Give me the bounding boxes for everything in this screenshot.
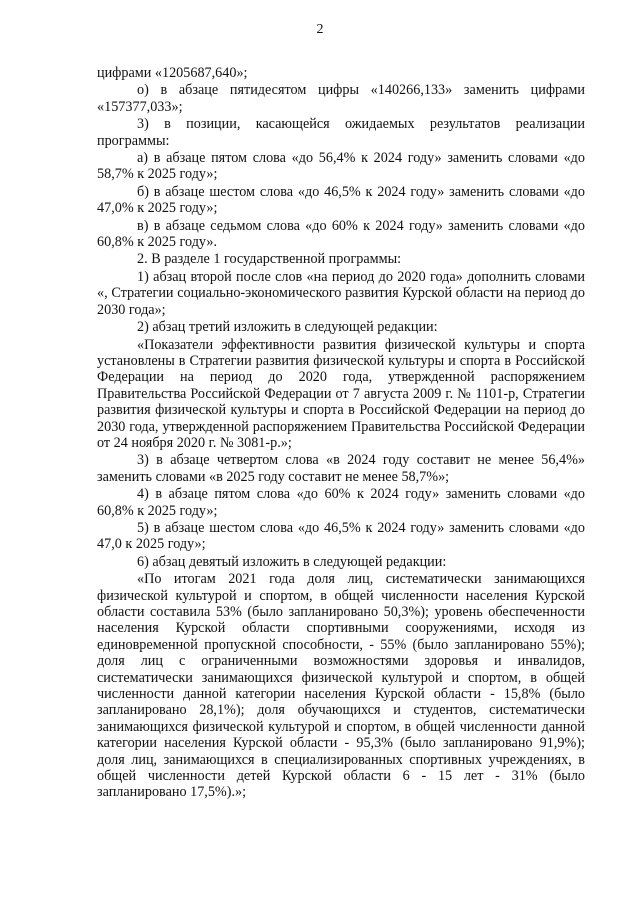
paragraph: 3) в абзаце четвертом слова «в 2024 году составит не менее 56,4%» заменить словами «в 2025 году составит не менее 58,7%»; — [97, 452, 585, 485]
paragraph: в) в абзаце седьмом слова «до 60% к 2024 году» заменить словами «до 60,8% к 2025 году». — [97, 217, 585, 251]
paragraph: цифрами «1205687,640»; — [97, 65, 248, 81]
paragraph: 2. В разделе 1 государственной программы: — [137, 251, 402, 268]
paragraph: о) в абзаце пятидесятом цифры «140266,133» заменить цифрами «157377,033»; — [97, 82, 585, 115]
paragraph: 3) в позиции, касающейся ожидаемых результатов реализации программы: — [97, 116, 585, 149]
paragraph: «По итогам 2021 года доля лиц, систематически занимающихся физической культурой и спортом, в общей численности населения Курской области составила 53% (было запланировано 50,3%); уровень обеспеченности населения Курской области спортивными сооружениями, исходя из единовременной пропускной способности, - 55% (было запланировано 55%); доля лиц с ограниченными возможностями здоровья и инвалидов, систематически занимающихся физической культурой и спортом, в общей численности данной категории населения Курской области - 15,8% (было запланировано 28,1%); доля обучающихся и студентов, систематически занимающихся физической культурой и спортом, в общей численности данной категории населения Курской области - 95,3% (было запланировано 91,9%); доля лиц, занимающихся в специализированных спортивных учреждениях, в общей численности детей Курской области 6 - 15 лет - 31% (было запланировано 17,5%).»; — [97, 571, 585, 801]
paragraph: 6) абзац девятый изложить в следующей редакции: — [137, 553, 447, 570]
paragraph: 2) абзац третий изложить в следующей редакции: — [137, 319, 438, 336]
document-body — [97, 65, 585, 802]
paragraph: б) в абзаце шестом слова «до 46,5% к 2024 году» заменить словами «до 47,0% к 2025 году»; — [97, 183, 585, 217]
paragraph: а) в абзаце пятом слова «до 56,4% к 2024 году» заменить словами «до 58,7% к 2025 году»; — [97, 150, 585, 183]
page-number: 2 — [316, 22, 324, 37]
paragraph: 4) в абзаце пятом слова «до 60% к 2024 году» заменить словами «до 60,8% к 2025 году»; — [97, 486, 585, 519]
paragraph: 1) абзац второй после слов «на период до 2020 года» дополнить словами «, Стратегии социально-экономического развития Курской области на период до 2030 года»; — [97, 268, 585, 318]
paragraph: 5) в абзаце шестом слова «до 46,5% к 2024 году» заменить словами «до 47,0 к 2025 году»; — [97, 519, 585, 553]
paragraph: «Показатели эффективности развития физической культуры и спорта установлены в Стратегии развития физической культуры и спорта в Российской Федерации на период до 2020 года, утвержденной распоряжением Правительства Российской Федерации от 7 августа 2009 г. № 1101-р, Стратегии развития физической культуры и спорта в Российской Федерации на период до 2030 года, утвержденной распоряжением Правительства Российской Федерации от 24 ноября 2020 г. № 3081-р.»; — [97, 336, 585, 451]
